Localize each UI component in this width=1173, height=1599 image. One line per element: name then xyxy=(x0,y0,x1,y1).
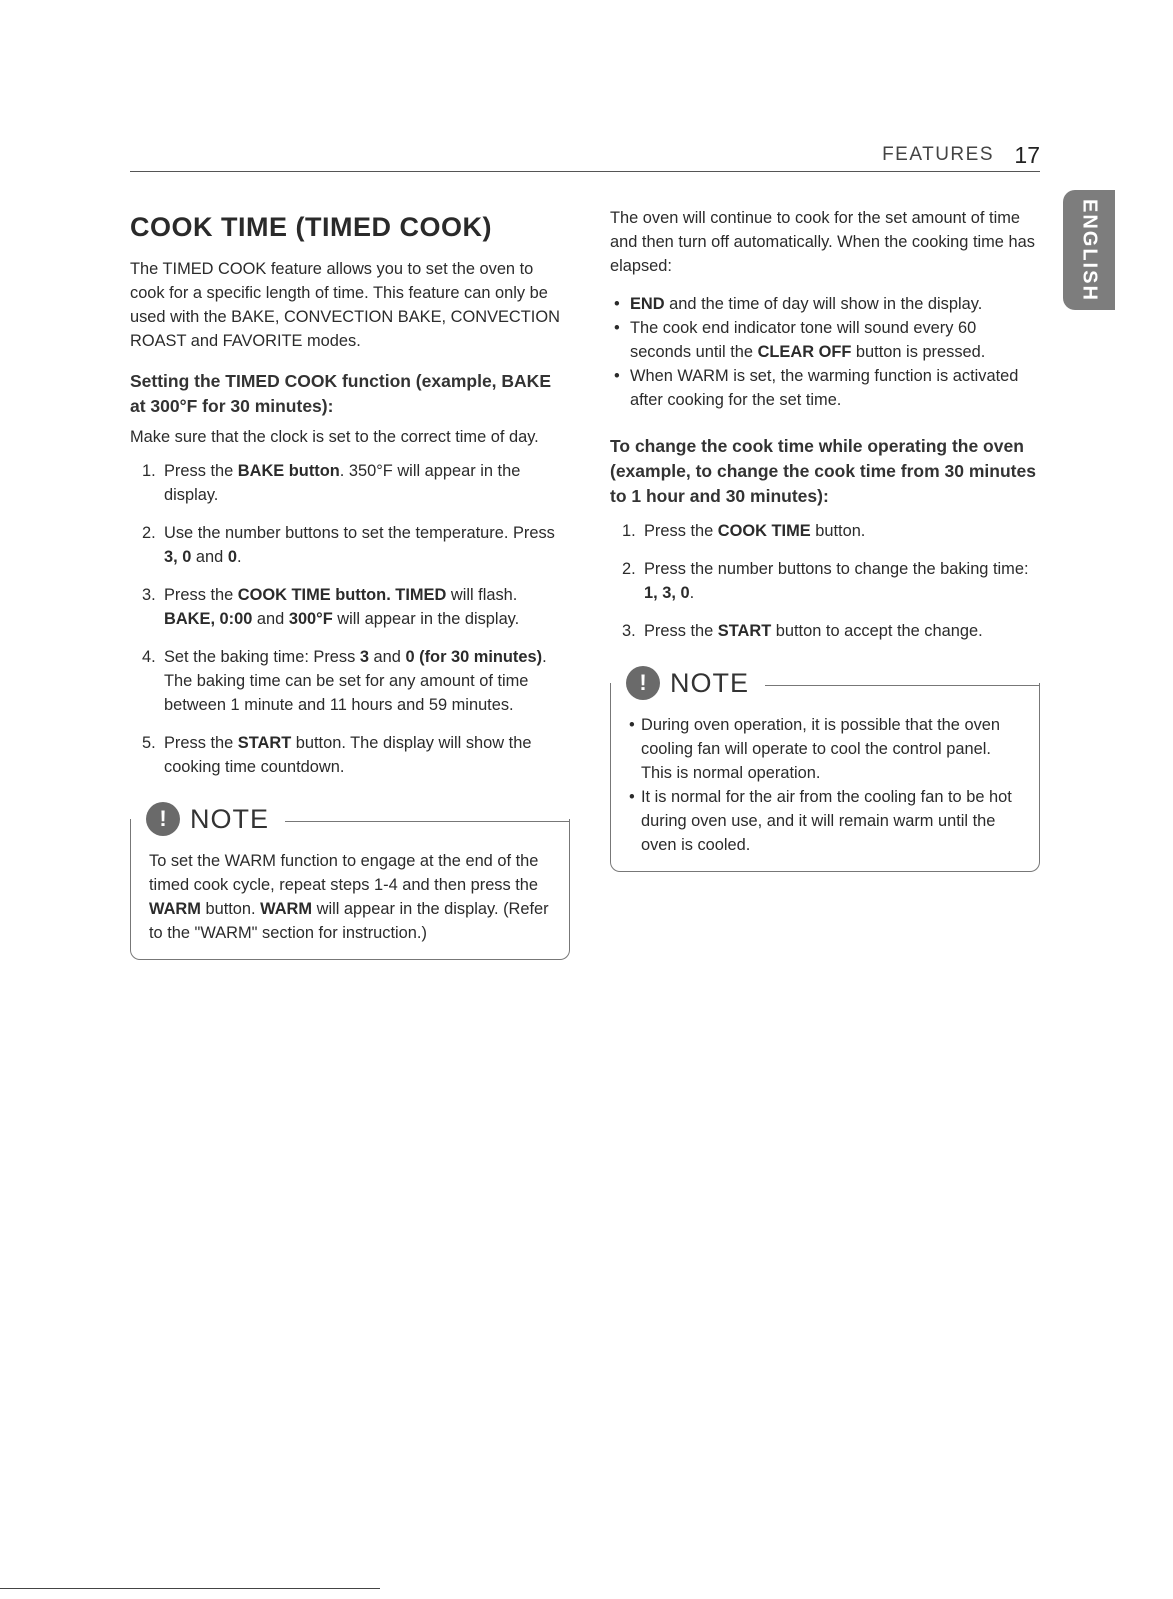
step-item: 2. Press the number buttons to change the baking time: 1, 3, 0. xyxy=(622,560,1029,602)
language-tab xyxy=(1063,190,1115,310)
step-text: Press the COOK TIME button. xyxy=(644,522,866,540)
note-rule xyxy=(285,821,570,822)
section-name: FEATURES xyxy=(882,144,994,165)
steps-list xyxy=(130,459,570,779)
right-column xyxy=(610,200,1040,872)
step-item: 2. Use the number buttons to set the temperature. Press 3, 0 and 0. xyxy=(142,524,555,566)
step-text: Press the COOK TIME button. TIMED will flash. BAKE, 0:00 and 300°F will appear in the display. xyxy=(164,586,520,628)
page-header xyxy=(130,142,1040,172)
step-item: 1. Press the BAKE button. 350°F will appear in the display. xyxy=(142,462,521,504)
step-item: 3. Press the COOK TIME button. TIMED will flash. BAKE, 0:00 and 300°F will appear in the display. xyxy=(142,586,520,628)
language-tab-label: ENGLISH xyxy=(1078,198,1101,302)
page-number: 17 xyxy=(1014,142,1040,168)
header-rule xyxy=(130,171,1040,172)
note-body xyxy=(130,819,570,960)
step-text: Press the BAKE button. 350°F will appear in the display. xyxy=(164,462,521,504)
exclamation-icon: ! xyxy=(626,666,660,700)
subheading: To change the cook time while operating the oven (example, to change the cook time from 30 minutes to 1 hour and 30 minutes): xyxy=(610,436,1036,506)
bullet-item: • When WARM is set, the warming function is activated after cooking for the set time. xyxy=(614,367,1019,409)
elapsed-bullets xyxy=(610,292,1040,412)
exclamation-icon: ! xyxy=(146,802,180,836)
step-text: Press the number buttons to change the baking time: 1, 3, 0. xyxy=(644,560,1029,602)
step-text: Press the START button to accept the change. xyxy=(644,622,983,640)
intro-paragraph: The TIMED COOK feature allows you to set the oven to cook for a specific length of time. This feature can only be used with the BAKE, CONVECTION BAKE, CONVECTION ROAST and FAVORITE modes. xyxy=(130,260,560,350)
note-rule xyxy=(765,685,1040,686)
step-text: Use the number buttons to set the temperature. Press 3, 0 and 0. xyxy=(164,524,555,566)
step-item: 3. Press the START button to accept the change. xyxy=(622,622,983,640)
left-column xyxy=(130,200,570,960)
step-text: Set the baking time: Press 3 and 0 (for 30 minutes). The baking time can be set for any amount of time between 1 minute and 11 hours and 59 minutes. xyxy=(164,648,547,714)
step-item: 1. Press the COOK TIME button. xyxy=(622,522,866,540)
step-item: 5. Press the START button. The display will show the cooking time countdown. xyxy=(142,734,532,776)
step-text: Press the START button. The display will show the cooking time countdown. xyxy=(164,734,532,776)
note-box xyxy=(130,795,570,960)
clock-note: Make sure that the clock is set to the correct time of day. xyxy=(130,428,539,446)
note-title: NOTE xyxy=(190,803,270,834)
section-title: COOK TIME (TIMED COOK) xyxy=(130,212,492,242)
bullet-item: • The cook end indicator tone will sound every 60 seconds until the CLEAR OFF button is pressed. xyxy=(614,319,986,361)
note-bullet: • During oven operation, it is possible that the oven cooling fan will operate to cool the control panel. This is normal operation. xyxy=(629,716,1000,782)
subheading: Setting the TIMED COOK function (example, BAKE at 300°F for 30 minutes): xyxy=(130,371,551,416)
footer-rule xyxy=(0,1588,380,1589)
bullet-item: • END and the time of day will show in the display. xyxy=(614,295,983,313)
note-box xyxy=(610,659,1040,872)
note-bullet: • It is normal for the air from the cooling fan to be hot during oven use, and it will remain warm until the oven is cooled. xyxy=(629,788,1012,854)
note-title: NOTE xyxy=(670,667,750,698)
note-body xyxy=(610,683,1040,872)
steps-list xyxy=(610,519,1040,643)
continue-paragraph: The oven will continue to cook for the set amount of time and then turn off automatically. When the cooking time has elapsed: xyxy=(610,209,1035,275)
note-bullets xyxy=(629,713,1023,857)
step-item: 4. Set the baking time: Press 3 and 0 (for 30 minutes). The baking time can be set for any amount of time between 1 minute and 11 hours and 59 minutes. xyxy=(142,648,547,714)
note-text: To set the WARM function to engage at the end of the timed cook cycle, repeat steps 1-4 and then press the WARM button. WARM will appear in the display. (Refer to the "WARM" section for instruction.) xyxy=(149,852,549,942)
